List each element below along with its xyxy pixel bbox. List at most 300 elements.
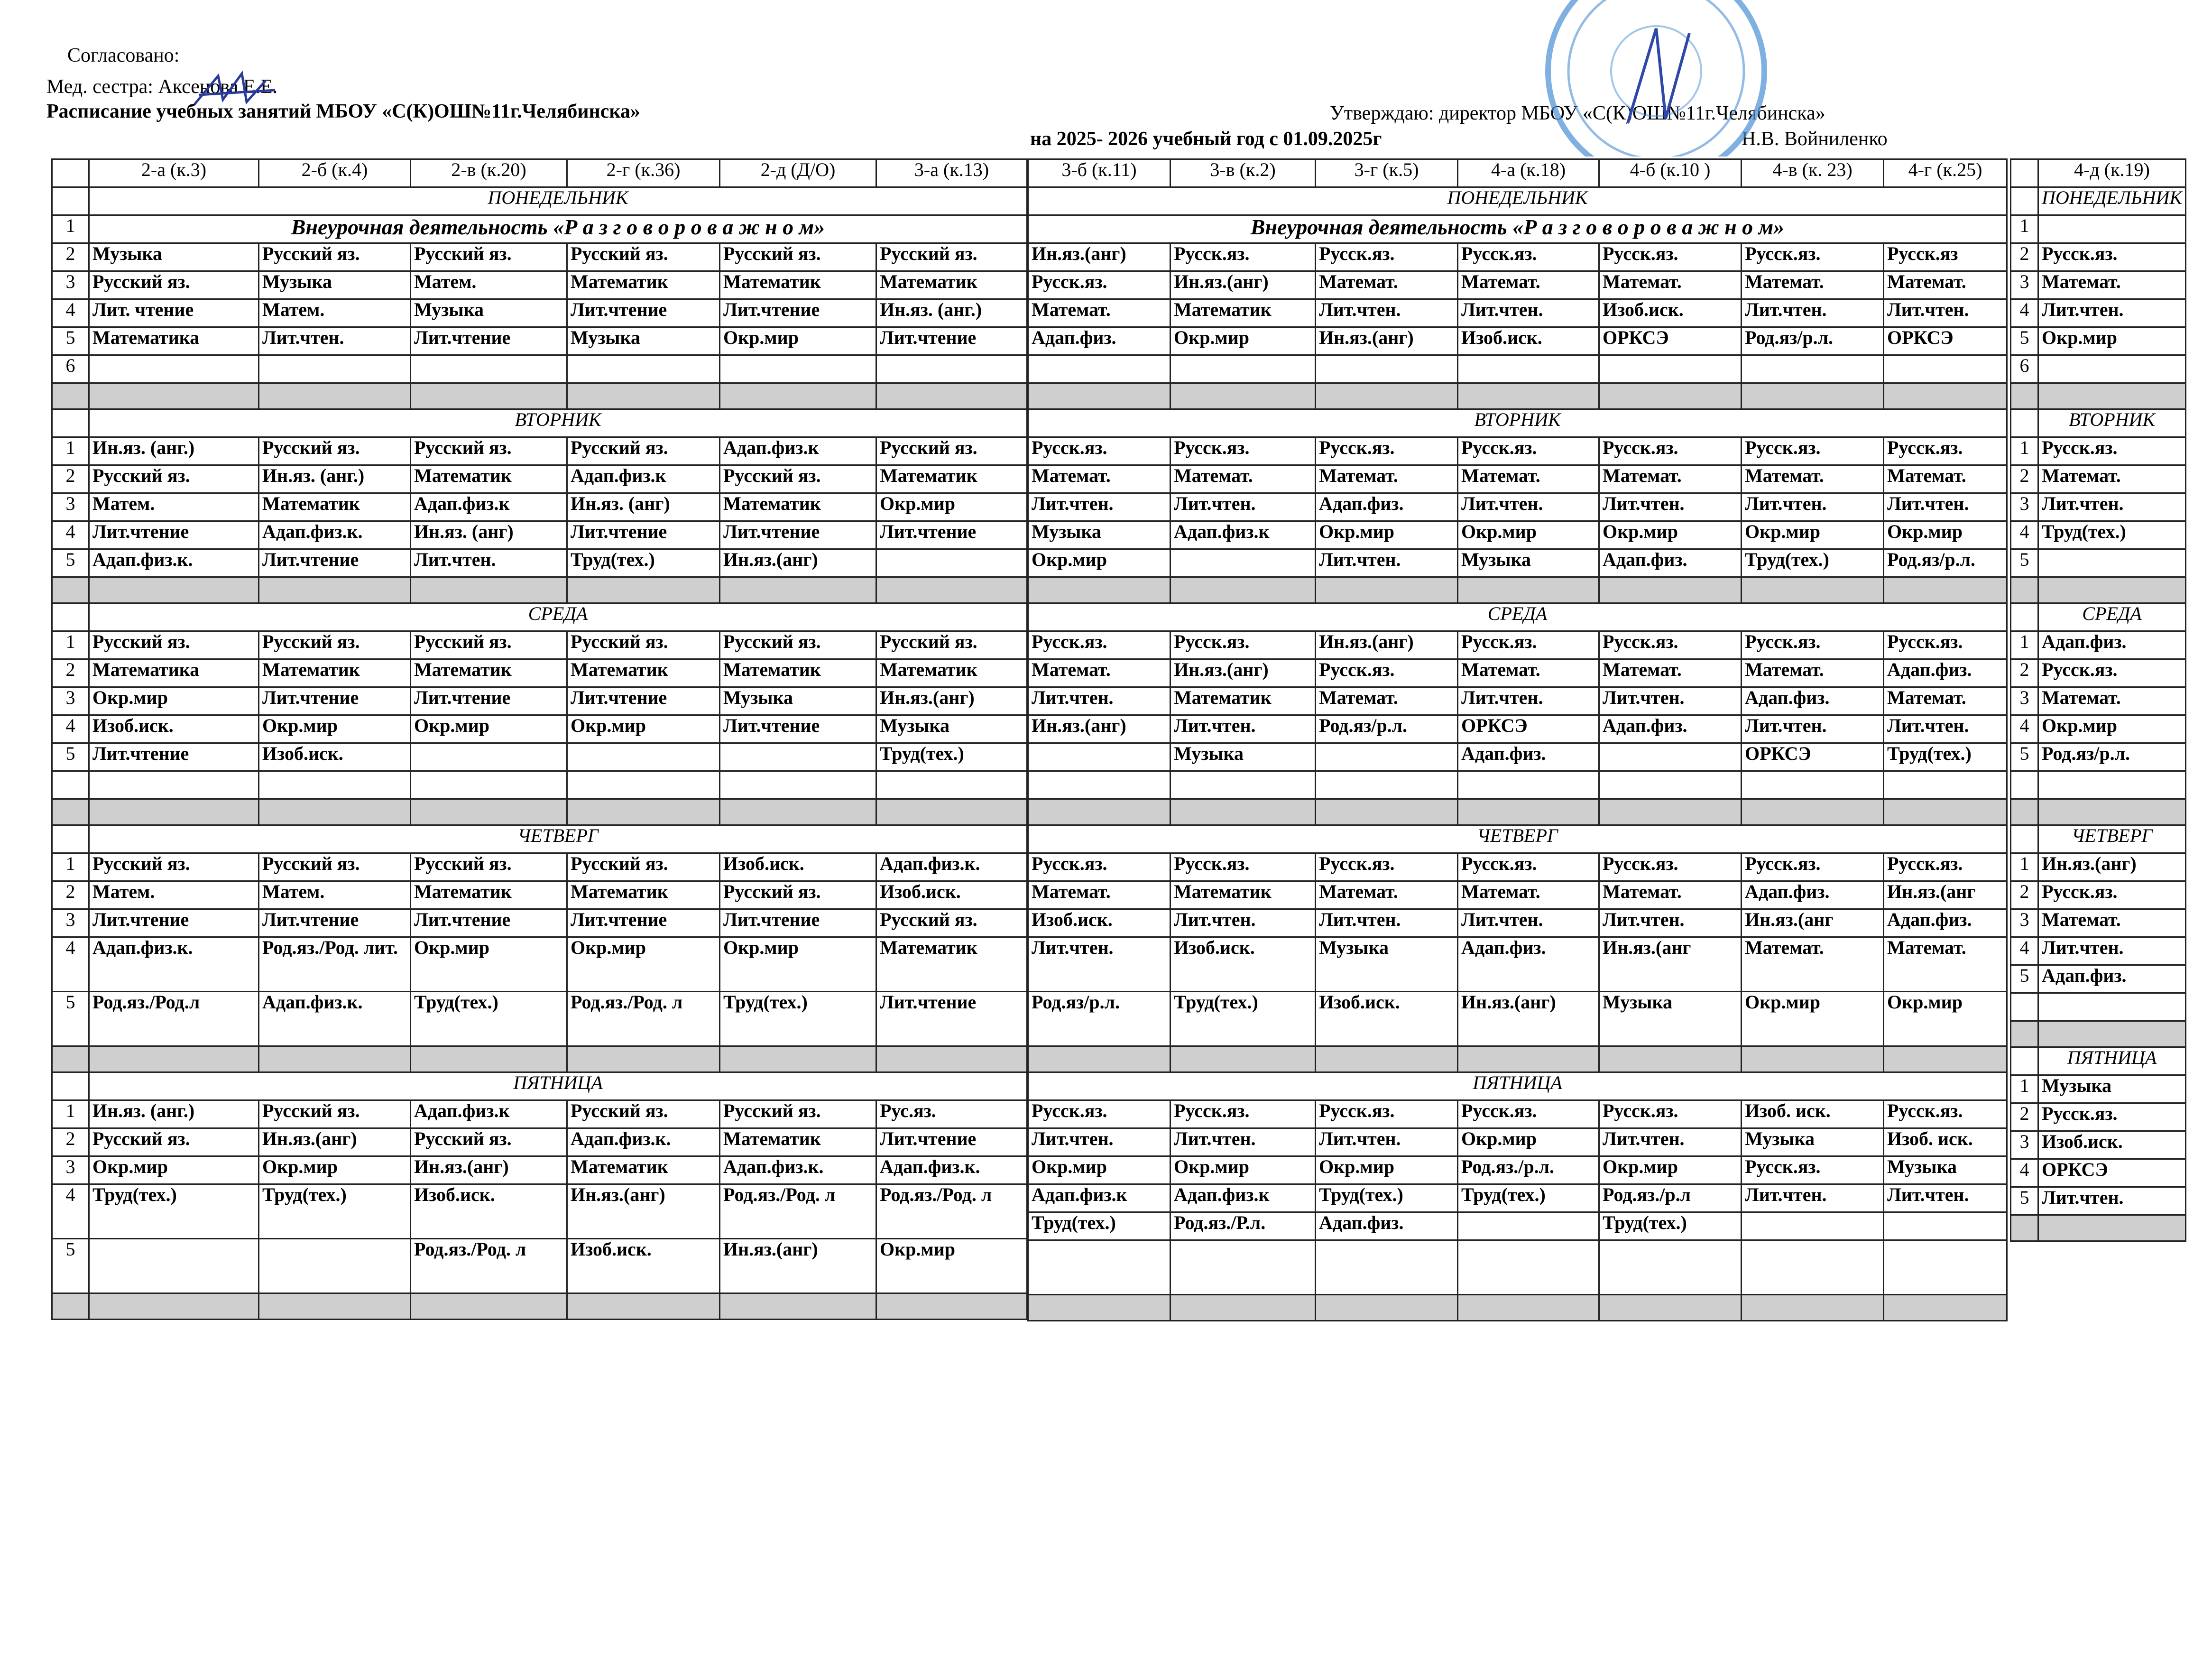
lesson-cell: Окр.мир xyxy=(89,1156,259,1184)
lesson-row xyxy=(52,437,1027,465)
lesson-cell: Лит.чтение xyxy=(720,521,876,549)
lesson-row xyxy=(52,715,1027,743)
lesson-cell: Труд(тех.) xyxy=(2038,521,2186,549)
lesson-cell: Русск.яз. xyxy=(1599,243,1742,271)
lesson-cell: Русск.яз. xyxy=(1316,659,1458,687)
day-row xyxy=(1028,825,2007,853)
lesson-cell: Адап.физ.к. xyxy=(876,1156,1027,1184)
lesson-cell: Ин.яз.(анг) xyxy=(720,1239,876,1293)
day-name: ПЯТНИЦА xyxy=(1028,1072,2007,1100)
lesson-cell: Труд(тех.) xyxy=(1028,1212,1171,1240)
lesson-row xyxy=(1028,715,2007,743)
lesson-cell: Математик xyxy=(411,659,567,687)
lesson-cell: Русск.яз. xyxy=(1599,437,1742,465)
lesson-cell: Адап.физ. xyxy=(1458,937,1599,992)
lesson-cell xyxy=(89,355,259,383)
lesson-row xyxy=(1028,743,2007,771)
lesson-cell: Род.яз./Род. л xyxy=(567,992,720,1046)
lesson-cell: Русск.яз. xyxy=(1884,853,2007,881)
lesson-cell: Русский яз. xyxy=(411,437,567,465)
lesson-cell: Изоб.иск. xyxy=(89,715,259,743)
lesson-cell: Род.яз/р.л. xyxy=(2038,743,2186,771)
lesson-cell: Русск.яз. xyxy=(1171,1100,1316,1128)
lesson-cell: Русский яз. xyxy=(567,1100,720,1128)
lesson-cell: Математ. xyxy=(1458,271,1599,299)
lesson-cell: Изоб.иск. xyxy=(876,881,1027,909)
lesson-cell: Русск.яз. xyxy=(1599,631,1742,659)
lesson-cell xyxy=(1171,355,1316,383)
lesson-cell: Труд(тех.) xyxy=(89,1184,259,1239)
lesson-cell: Русск.яз. xyxy=(1599,853,1742,881)
schedule-sheet-right xyxy=(2010,158,2186,1242)
day-name: СРЕДА xyxy=(89,603,1027,631)
class-column-header: 4-д (к.19) xyxy=(2038,159,2186,187)
lesson-cell xyxy=(411,743,567,771)
lesson-cell: Труд(тех.) xyxy=(1742,549,1884,577)
class-column-header: 4-г (к.25) xyxy=(1884,159,2007,187)
class-column-header: 2-г (к.36) xyxy=(567,159,720,187)
lesson-cell: Окр.мир xyxy=(1884,521,2007,549)
extracurricular-lesson: Внеурочная деятельность «Р а з г о в о р о в а ж н о м» xyxy=(1028,215,2007,243)
lesson-cell: Лит.чтен. xyxy=(1742,715,1884,743)
lesson-row xyxy=(2011,1131,2186,1159)
lesson-cell: Окр.мир xyxy=(1742,992,1884,1046)
lesson-cell: Лит.чтен. xyxy=(1028,687,1171,715)
class-column-header: 3-а (к.13) xyxy=(876,159,1027,187)
lesson-cell: Ин.яз. (анг.) xyxy=(89,1100,259,1128)
lesson-number: 2 xyxy=(2011,1103,2038,1131)
lesson-number: 3 xyxy=(2011,909,2038,937)
lesson-cell: Русский яз. xyxy=(720,881,876,909)
lesson-cell xyxy=(1884,1212,2007,1240)
lesson-cell: Математик xyxy=(567,271,720,299)
lesson-cell: Русский яз. xyxy=(259,437,411,465)
lesson-cell: Русск.яз. xyxy=(1458,853,1599,881)
lesson-number-header xyxy=(2011,159,2038,187)
lesson-cell: Русский яз. xyxy=(89,631,259,659)
lesson-cell: Окр.мир xyxy=(1171,327,1316,355)
lesson-cell: Ин.яз.(анг) xyxy=(1316,327,1458,355)
lesson-cell: Лит.чтение xyxy=(567,521,720,549)
lesson-cell: Русск.яз. xyxy=(1599,1100,1742,1128)
lesson-cell xyxy=(720,771,876,799)
lesson-cell xyxy=(259,1239,411,1293)
lesson-cell: Лит.чтен. xyxy=(1884,1184,2007,1212)
schedule-sheet-middle xyxy=(1027,158,2008,1321)
lesson-number: 2 xyxy=(2011,881,2038,909)
lesson-cell xyxy=(1458,1212,1599,1240)
lesson-cell: Изоб. иск. xyxy=(1884,1128,2007,1156)
lesson-cell: Окр.мир xyxy=(411,715,567,743)
day-row xyxy=(2011,409,2186,437)
lesson-number: 5 xyxy=(52,992,89,1046)
lesson-number: 5 xyxy=(52,1239,89,1293)
lesson-cell: Род.яз/р.л. xyxy=(1742,327,1884,355)
lesson-number: 4 xyxy=(52,937,89,992)
lesson-cell xyxy=(567,743,720,771)
lesson-cell xyxy=(2038,993,2186,1021)
lesson-cell: Математик xyxy=(411,881,567,909)
lesson-number: 4 xyxy=(2011,715,2038,743)
lesson-cell xyxy=(1458,1240,1599,1295)
lesson-cell: Ин.яз. (анг.) xyxy=(259,465,411,493)
lesson-cell: Математика xyxy=(89,659,259,687)
lesson-cell: Ин.яз.(анг) xyxy=(1171,659,1316,687)
lesson-row xyxy=(52,631,1027,659)
lesson-number: 5 xyxy=(52,327,89,355)
lesson-row xyxy=(52,355,1027,383)
lesson-cell xyxy=(411,771,567,799)
lesson-cell: Род.яз./Род. л xyxy=(876,1184,1027,1239)
day-separator xyxy=(2011,383,2186,409)
lesson-cell: Русский яз. xyxy=(876,437,1027,465)
lesson-cell: Адап.физ. xyxy=(2038,965,2186,993)
lesson-cell: Математик xyxy=(567,659,720,687)
lesson-cell: Лит.чтен. xyxy=(1028,493,1171,521)
lesson-cell: Музыка xyxy=(411,299,567,327)
lesson-row xyxy=(52,465,1027,493)
lesson-row xyxy=(52,1128,1027,1156)
lesson-cell: Ин.яз. (анг) xyxy=(411,521,567,549)
day-row xyxy=(52,187,1027,215)
lesson-cell: Род.яз./Р.л. xyxy=(1171,1212,1316,1240)
lesson-number: 1 xyxy=(52,215,89,243)
lesson-cell: Ин.яз.(анг) xyxy=(1028,715,1171,743)
lesson-cell: Русский яз. xyxy=(567,853,720,881)
lesson-cell: Лит.чтение xyxy=(89,743,259,771)
lesson-cell: Лит.чтение xyxy=(89,909,259,937)
lesson-cell: Труд(тех.) xyxy=(259,1184,411,1239)
lesson-cell: Математик xyxy=(876,937,1027,992)
lesson-number: 3 xyxy=(2011,493,2038,521)
lesson-row xyxy=(2011,243,2186,271)
day-name: ВТОРНИК xyxy=(1028,409,2007,437)
lesson-cell: Лит.чтение xyxy=(720,909,876,937)
lesson-row xyxy=(2011,659,2186,687)
lesson-cell: Русск.яз. xyxy=(1884,437,2007,465)
lesson-cell: Матем. xyxy=(411,271,567,299)
lesson-cell xyxy=(876,355,1027,383)
lesson-cell xyxy=(1316,355,1458,383)
lesson-cell: Адап.физ. xyxy=(1742,881,1884,909)
lesson-number: 4 xyxy=(2011,299,2038,327)
lesson-number: 3 xyxy=(2011,271,2038,299)
lesson-cell: Русский яз. xyxy=(567,243,720,271)
nurse-signature xyxy=(190,66,285,114)
lesson-cell: Русский яз. xyxy=(876,631,1027,659)
lesson-number: 5 xyxy=(52,549,89,577)
lesson-cell: Русский яз. xyxy=(720,465,876,493)
day-row xyxy=(2011,187,2186,215)
lesson-cell: Русский яз. xyxy=(411,631,567,659)
lesson-cell: Лит.чтение xyxy=(411,687,567,715)
lesson-cell: Окр.мир xyxy=(1316,1156,1458,1184)
lesson-cell: Математ. xyxy=(1028,465,1171,493)
lesson-number: 4 xyxy=(2011,1159,2038,1187)
lesson-cell: Ин.яз. (анг.) xyxy=(89,437,259,465)
lesson-cell: Лит.чтен. xyxy=(2038,937,2186,965)
agreed-label: Согласовано: xyxy=(67,45,180,66)
lesson-row xyxy=(2011,1075,2186,1103)
lesson-cell xyxy=(2038,549,2186,577)
lesson-row-special xyxy=(1028,215,2007,243)
day-name: ЧЕТВЕРГ xyxy=(2038,825,2186,853)
lesson-number: 3 xyxy=(52,1156,89,1184)
lesson-cell: Математ. xyxy=(1316,465,1458,493)
lesson-cell xyxy=(1742,1212,1884,1240)
lesson-row xyxy=(1028,493,2007,521)
lesson-cell: Труд(тех.) xyxy=(1599,1212,1742,1240)
lesson-cell xyxy=(876,549,1027,577)
lesson-cell xyxy=(1458,771,1599,799)
day-row xyxy=(1028,603,2007,631)
lesson-number: 1 xyxy=(2011,631,2038,659)
lesson-cell: Адап.физ.к xyxy=(1028,1184,1171,1212)
lesson-cell: Русский яз. xyxy=(89,465,259,493)
day-separator xyxy=(2011,1215,2186,1241)
lesson-cell: Математ. xyxy=(1884,937,2007,992)
lesson-cell xyxy=(1599,355,1742,383)
lesson-cell: Окр.мир xyxy=(1028,1156,1171,1184)
lesson-cell: Окр.мир xyxy=(1742,521,1884,549)
lesson-cell: Адап.физ. xyxy=(1599,715,1742,743)
lesson-number: 2 xyxy=(2011,243,2038,271)
lesson-row xyxy=(52,549,1027,577)
lesson-cell: Русск.яз. xyxy=(1742,437,1884,465)
lesson-cell: Русский яз. xyxy=(259,853,411,881)
lesson-cell: Русск.яз. xyxy=(1458,1100,1599,1128)
lesson-cell: Лит.чтение xyxy=(411,909,567,937)
lesson-cell: Адап.физ.к. xyxy=(567,1128,720,1156)
lesson-cell: Лит.чтен. xyxy=(2038,299,2186,327)
lesson-cell: Труд(тех.) xyxy=(1316,1184,1458,1212)
lesson-cell: Математ. xyxy=(1028,299,1171,327)
lesson-cell: Род.яз/р.л. xyxy=(1884,549,2007,577)
schedule-sheet-left xyxy=(51,158,1028,1320)
lesson-cell: Математик xyxy=(876,271,1027,299)
lesson-cell: Математик xyxy=(720,493,876,521)
lesson-row xyxy=(2011,327,2186,355)
class-column-header: 4-а (к.18) xyxy=(1458,159,1599,187)
lesson-cell: Лит. чтение xyxy=(89,299,259,327)
lesson-row-special xyxy=(52,215,1027,243)
lesson-row xyxy=(1028,1100,2007,1128)
lesson-row xyxy=(1028,853,2007,881)
lesson-row xyxy=(1028,437,2007,465)
lesson-cell: Лит.чтен. xyxy=(1884,715,2007,743)
lesson-cell: Изоб.иск. xyxy=(720,853,876,881)
lesson-row xyxy=(2011,937,2186,965)
lesson-row xyxy=(52,243,1027,271)
lesson-row xyxy=(1028,355,2007,383)
lesson-row xyxy=(1028,299,2007,327)
lesson-cell: Лит.чтен. xyxy=(1884,493,2007,521)
lesson-cell: Русск.яз. xyxy=(1171,243,1316,271)
lesson-cell: Труд(тех.) xyxy=(876,743,1027,771)
lesson-row xyxy=(1028,659,2007,687)
lesson-cell: Адап.физ. xyxy=(2038,631,2186,659)
lesson-number xyxy=(2011,993,2038,1021)
lesson-cell: Русск.яз. xyxy=(1884,1100,2007,1128)
lesson-cell: Лит.чтение xyxy=(567,687,720,715)
lesson-cell: Ин.яз.(анг) xyxy=(259,1128,411,1156)
lesson-cell: Музыка xyxy=(1599,992,1742,1046)
day-row xyxy=(1028,409,2007,437)
lesson-row xyxy=(1028,465,2007,493)
lesson-number: 6 xyxy=(2011,355,2038,383)
lesson-cell: Ин.яз.(анг) xyxy=(876,687,1027,715)
lesson-cell: Русск.яз. xyxy=(1458,437,1599,465)
lesson-row xyxy=(1028,1184,2007,1212)
class-column-header: 2-а (к.3) xyxy=(89,159,259,187)
class-column-header: 4-в (к. 23) xyxy=(1742,159,1884,187)
lesson-cell: Окр.мир xyxy=(1458,521,1599,549)
lesson-cell: Окр.мир xyxy=(1316,521,1458,549)
lesson-cell: Русский яз. xyxy=(259,1100,411,1128)
lesson-cell xyxy=(720,743,876,771)
lesson-number: 5 xyxy=(2011,743,2038,771)
lesson-row xyxy=(2011,881,2186,909)
lesson-cell xyxy=(89,1239,259,1293)
lesson-cell: Математ. xyxy=(2038,909,2186,937)
class-column-header: 2-д (Д/О) xyxy=(720,159,876,187)
lesson-cell: Русск.яз. xyxy=(1742,631,1884,659)
day-row xyxy=(2011,603,2186,631)
lesson-cell: Ин.яз.(анг xyxy=(1742,909,1884,937)
day-name: ПОНЕДЕЛЬНИК xyxy=(2038,187,2186,215)
day-row xyxy=(1028,187,2007,215)
lesson-row xyxy=(52,992,1027,1046)
lesson-row xyxy=(2011,1187,2186,1215)
lesson-cell: Ин.яз.(анг) xyxy=(567,1184,720,1239)
lesson-cell: Матем. xyxy=(259,881,411,909)
lesson-cell: Лит.чтение xyxy=(259,549,411,577)
lesson-cell: Русский яз. xyxy=(89,853,259,881)
lesson-number: 2 xyxy=(52,243,89,271)
lesson-cell: Русский яз. xyxy=(720,631,876,659)
lesson-cell: Русск.яз. xyxy=(1171,631,1316,659)
lesson-cell: Адап.физ.к xyxy=(1171,1184,1316,1212)
lesson-cell: Математик xyxy=(720,1128,876,1156)
lesson-cell: Математ. xyxy=(1742,937,1884,992)
lesson-cell: Русск.яз. xyxy=(1171,853,1316,881)
school-year: на 2025- 2026 учебный год с 01.09.2025г xyxy=(1030,128,1382,150)
lesson-number: 2 xyxy=(52,1128,89,1156)
lesson-cell: Адап.физ.к. xyxy=(720,1156,876,1184)
lesson-cell: Лит.чтен. xyxy=(1742,493,1884,521)
lesson-row xyxy=(52,299,1027,327)
day-separator xyxy=(52,383,1027,409)
lesson-cell: Лит.чтение xyxy=(876,1128,1027,1156)
day-row xyxy=(2011,825,2186,853)
lesson-row xyxy=(2011,493,2186,521)
lesson-cell: Русск.яз. xyxy=(1316,1100,1458,1128)
lesson-cell: Окр.мир xyxy=(567,715,720,743)
lesson-cell: Окр.мир xyxy=(876,493,1027,521)
lesson-cell xyxy=(567,355,720,383)
lesson-number: 6 xyxy=(52,355,89,383)
lesson-cell: Русск.яз. xyxy=(1028,631,1171,659)
lesson-cell: Род.яз./Род. л xyxy=(411,1239,567,1293)
lesson-cell xyxy=(2038,355,2186,383)
lesson-cell: Музыка xyxy=(2038,1075,2186,1103)
lesson-cell: Лит.чтен. xyxy=(1171,1128,1316,1156)
day-separator xyxy=(2011,1021,2186,1047)
lesson-cell: Адап.физ.к. xyxy=(89,937,259,992)
lesson-row xyxy=(1028,937,2007,992)
lesson-cell: Лит.чтение xyxy=(89,521,259,549)
lesson-cell xyxy=(1884,355,2007,383)
lesson-row xyxy=(52,1156,1027,1184)
day-name: ПОНЕДЕЛЬНИК xyxy=(89,187,1027,215)
lesson-cell: Ин.яз.(анг) xyxy=(1028,243,1171,271)
lesson-cell: Род.яз/р.л. xyxy=(1316,715,1458,743)
lesson-cell xyxy=(1028,771,1171,799)
lesson-cell: Русск.яз. xyxy=(1028,437,1171,465)
extracurricular-lesson: Внеурочная деятельность «Р а з г о в о р о в а ж н о м» xyxy=(89,215,1027,243)
lesson-cell: Окр.мир xyxy=(2038,715,2186,743)
day-separator xyxy=(1028,799,2007,825)
day-separator xyxy=(52,799,1027,825)
lesson-cell: Русск.яз. xyxy=(2038,881,2186,909)
lesson-row xyxy=(52,909,1027,937)
lesson-cell: Математик xyxy=(411,465,567,493)
lesson-row xyxy=(1028,992,2007,1046)
class-column-header: 3-в (к.2) xyxy=(1171,159,1316,187)
lesson-number: 1 xyxy=(52,1100,89,1128)
lesson-cell: Математик xyxy=(1171,687,1316,715)
day-row xyxy=(2011,1047,2186,1075)
class-column-header: 4-б (к.10 ) xyxy=(1599,159,1742,187)
lesson-row xyxy=(2011,909,2186,937)
schedule-title: Расписание учебных занятий МБОУ «С(К)ОШ№11г.Челябинска» xyxy=(46,101,640,122)
lesson-cell: Лит.чтен. xyxy=(1171,715,1316,743)
lesson-number: 4 xyxy=(2011,937,2038,965)
lesson-cell: Изоб. иск. xyxy=(1742,1100,1884,1128)
lesson-cell: Русск.яз. xyxy=(1316,853,1458,881)
lesson-cell xyxy=(1028,1240,1171,1295)
lesson-cell: Ин.яз.(анг xyxy=(1884,881,2007,909)
lesson-cell: Род.яз./Род. лит. xyxy=(259,937,411,992)
lesson-cell: Ин.яз.(анг) xyxy=(1316,631,1458,659)
day-separator xyxy=(52,1293,1027,1320)
lesson-cell: Окр.мир xyxy=(1884,992,2007,1046)
lesson-cell: Русск.яз. xyxy=(1742,853,1884,881)
lesson-row xyxy=(52,327,1027,355)
day-separator xyxy=(1028,577,2007,603)
lesson-row xyxy=(52,271,1027,299)
lesson-cell: Музыка xyxy=(1316,937,1458,992)
lesson-cell: Труд(тех.) xyxy=(567,549,720,577)
lesson-cell: ОРКСЭ xyxy=(2038,1159,2186,1187)
lesson-cell: Математик xyxy=(259,493,411,521)
lesson-cell: ОРКСЭ xyxy=(1599,327,1742,355)
lesson-row xyxy=(2011,715,2186,743)
lesson-cell: Русский яз. xyxy=(567,631,720,659)
lesson-cell: Математ. xyxy=(1458,465,1599,493)
day-row xyxy=(52,1072,1027,1100)
lesson-row xyxy=(52,521,1027,549)
lesson-number: 1 xyxy=(2011,215,2038,243)
lesson-cell: Русск.яз. xyxy=(1028,1100,1171,1128)
lesson-cell: Лит.чтен. xyxy=(2038,1187,2186,1215)
lesson-number: 5 xyxy=(2011,1187,2038,1215)
lesson-row xyxy=(52,493,1027,521)
lesson-cell: Лит.чтен. xyxy=(1742,299,1884,327)
lesson-cell: Окр.мир xyxy=(89,687,259,715)
lesson-cell: Лит.чтен. xyxy=(259,327,411,355)
lesson-row xyxy=(2011,687,2186,715)
